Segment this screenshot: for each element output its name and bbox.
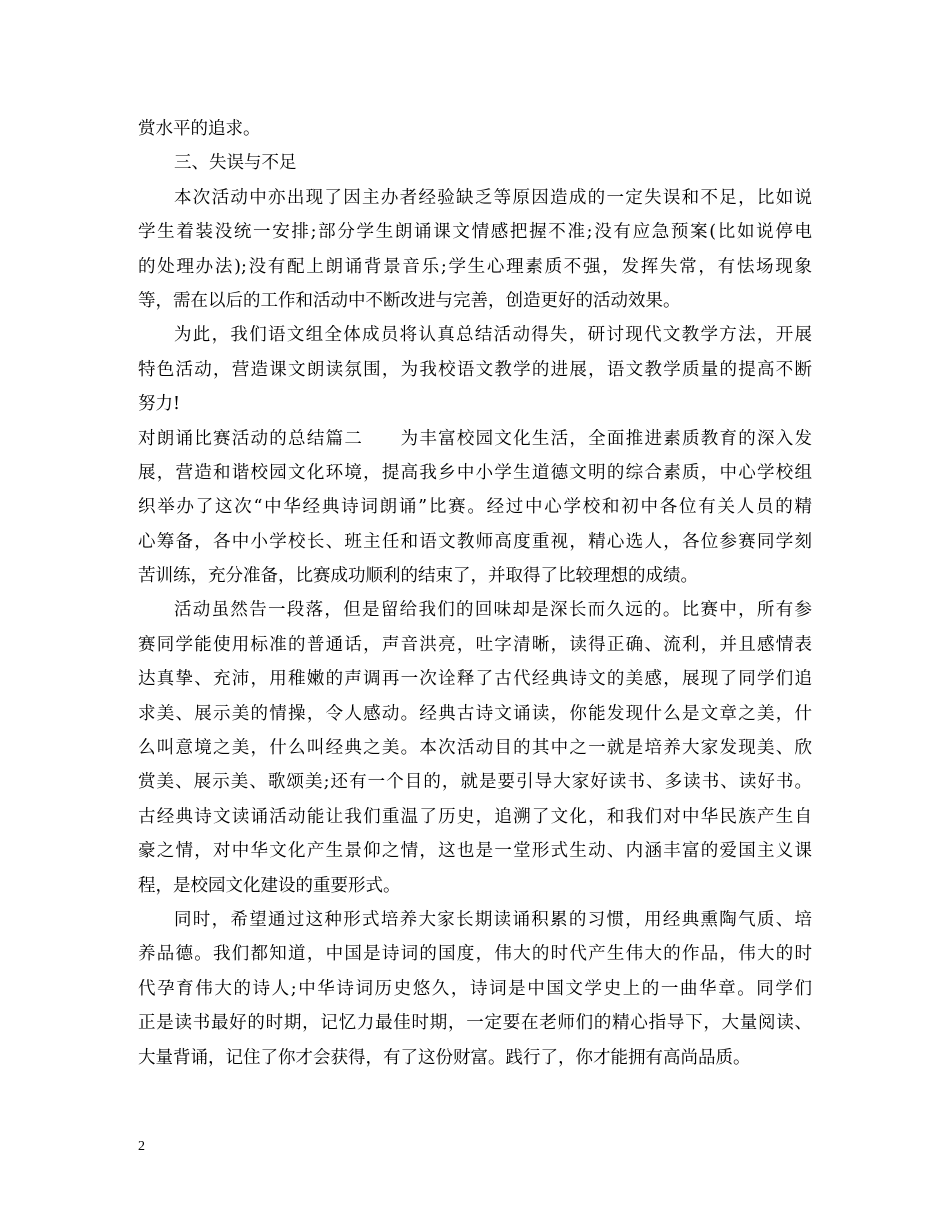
page-number: 2 [138,1139,145,1154]
text-line: 学生着装没统一安排;部分学生朗诵课文情感把握不准;没有应急预案(比如说停电 [138,222,812,243]
text-line: 等，需在以后的工作和活动中不断改进与完善，创造更好的活动效果。 [138,290,681,311]
text-line: 苦训练，充分准备，比赛成功顺利的结束了，并取得了比较理想的成绩。 [138,566,698,587]
text-line: 努力! [138,394,181,415]
text-line: 赏美、展示美、歌颂美;还有一个目的，就是要引导大家好读书、多读书、读好书。 [138,772,812,793]
text-line: 代孕育伟大的诗人;中华诗词历史悠久，诗词是中国文学史上的一曲华章。同学们 [138,978,812,999]
text-line: 为此，我们语文组全体成员将认真总结活动得失，研讨现代文教学方法，开展 [174,325,812,346]
text-line: 的处理办法);没有配上朗诵背景音乐;学生心理素质不强，发挥失常，有怯场现象 [138,256,812,277]
text-line: 赏水平的追求。 [138,119,261,139]
text-line: 达真挚、充沛，用稚嫩的声调再一次诠释了古代经典诗文的美感，展现了同学们追 [138,669,812,690]
text-line: 养品德。我们都知道，中国是诗词的国度，伟大的时代产生伟大的作品，伟大的时 [138,944,812,965]
text-line: 求美、展示美的情操，令人感动。经典古诗文诵读，你能发现什么是文章之美，什 [138,703,812,724]
text-line: 本次活动中亦出现了因主办者经验缺乏等原因造成的一定失误和不足，比如说 [174,187,812,208]
text-line: 织举办了这次“中华经典诗词朗诵”比赛。经过中心学校和初中各位有关人员的精 [138,497,812,518]
text-line: 正是读书最好的时期，记忆力最佳时期，一定要在老师们的精心指导下，大量阅读、 [138,1013,812,1034]
text-line: 特色活动，营造课文朗读氛围，为我校语文教学的进展，语文教学质量的提高不断 [138,359,812,380]
text-line: 程，是校园文化建设的重要形式。 [138,875,401,896]
section-title-line: 对朗诵比赛活动的总结篇二 为丰富校园文化生活，全面推进素质教育的深入发 [138,428,812,449]
text-line: 大量背诵，记住了你才会获得，有了这份财富。践行了，你才能拥有高尚品质。 [138,1047,751,1068]
document-body [138,112,812,1075]
text-line: 豪之情，对中华文化产生景仰之情，这也是一堂形式生动、内涵丰富的爱国主义课 [138,841,812,862]
section-heading: 三、失误与不足 [174,153,297,174]
text-line: 同时，希望通过这种形式培养大家长期读诵积累的习惯，用经典熏陶气质、培 [174,909,812,930]
text-line: 展，营造和谐校园文化环境，提高我乡中小学生道德文明的综合素质，中心学校组 [138,462,812,483]
text-line: 心筹备，各中小学校长、班主任和语文教师高度重视，精心选人，各位参赛同学刻 [138,531,812,552]
text-line: 么叫意境之美，什么叫经典之美。本次活动目的其中之一就是培养大家发现美、欣 [138,738,812,759]
text-line: 赛同学能使用标准的普通话，声音洪亮，吐字清晰，读得正确、流利，并且感情表 [138,634,812,655]
text-line: 活动虽然告一段落，但是留给我们的回味却是深长而久远的。比赛中，所有参 [174,600,812,621]
text-line: 古经典诗文读诵活动能让我们重温了历史，追溯了文化，和我们对中华民族产生自 [138,806,812,827]
